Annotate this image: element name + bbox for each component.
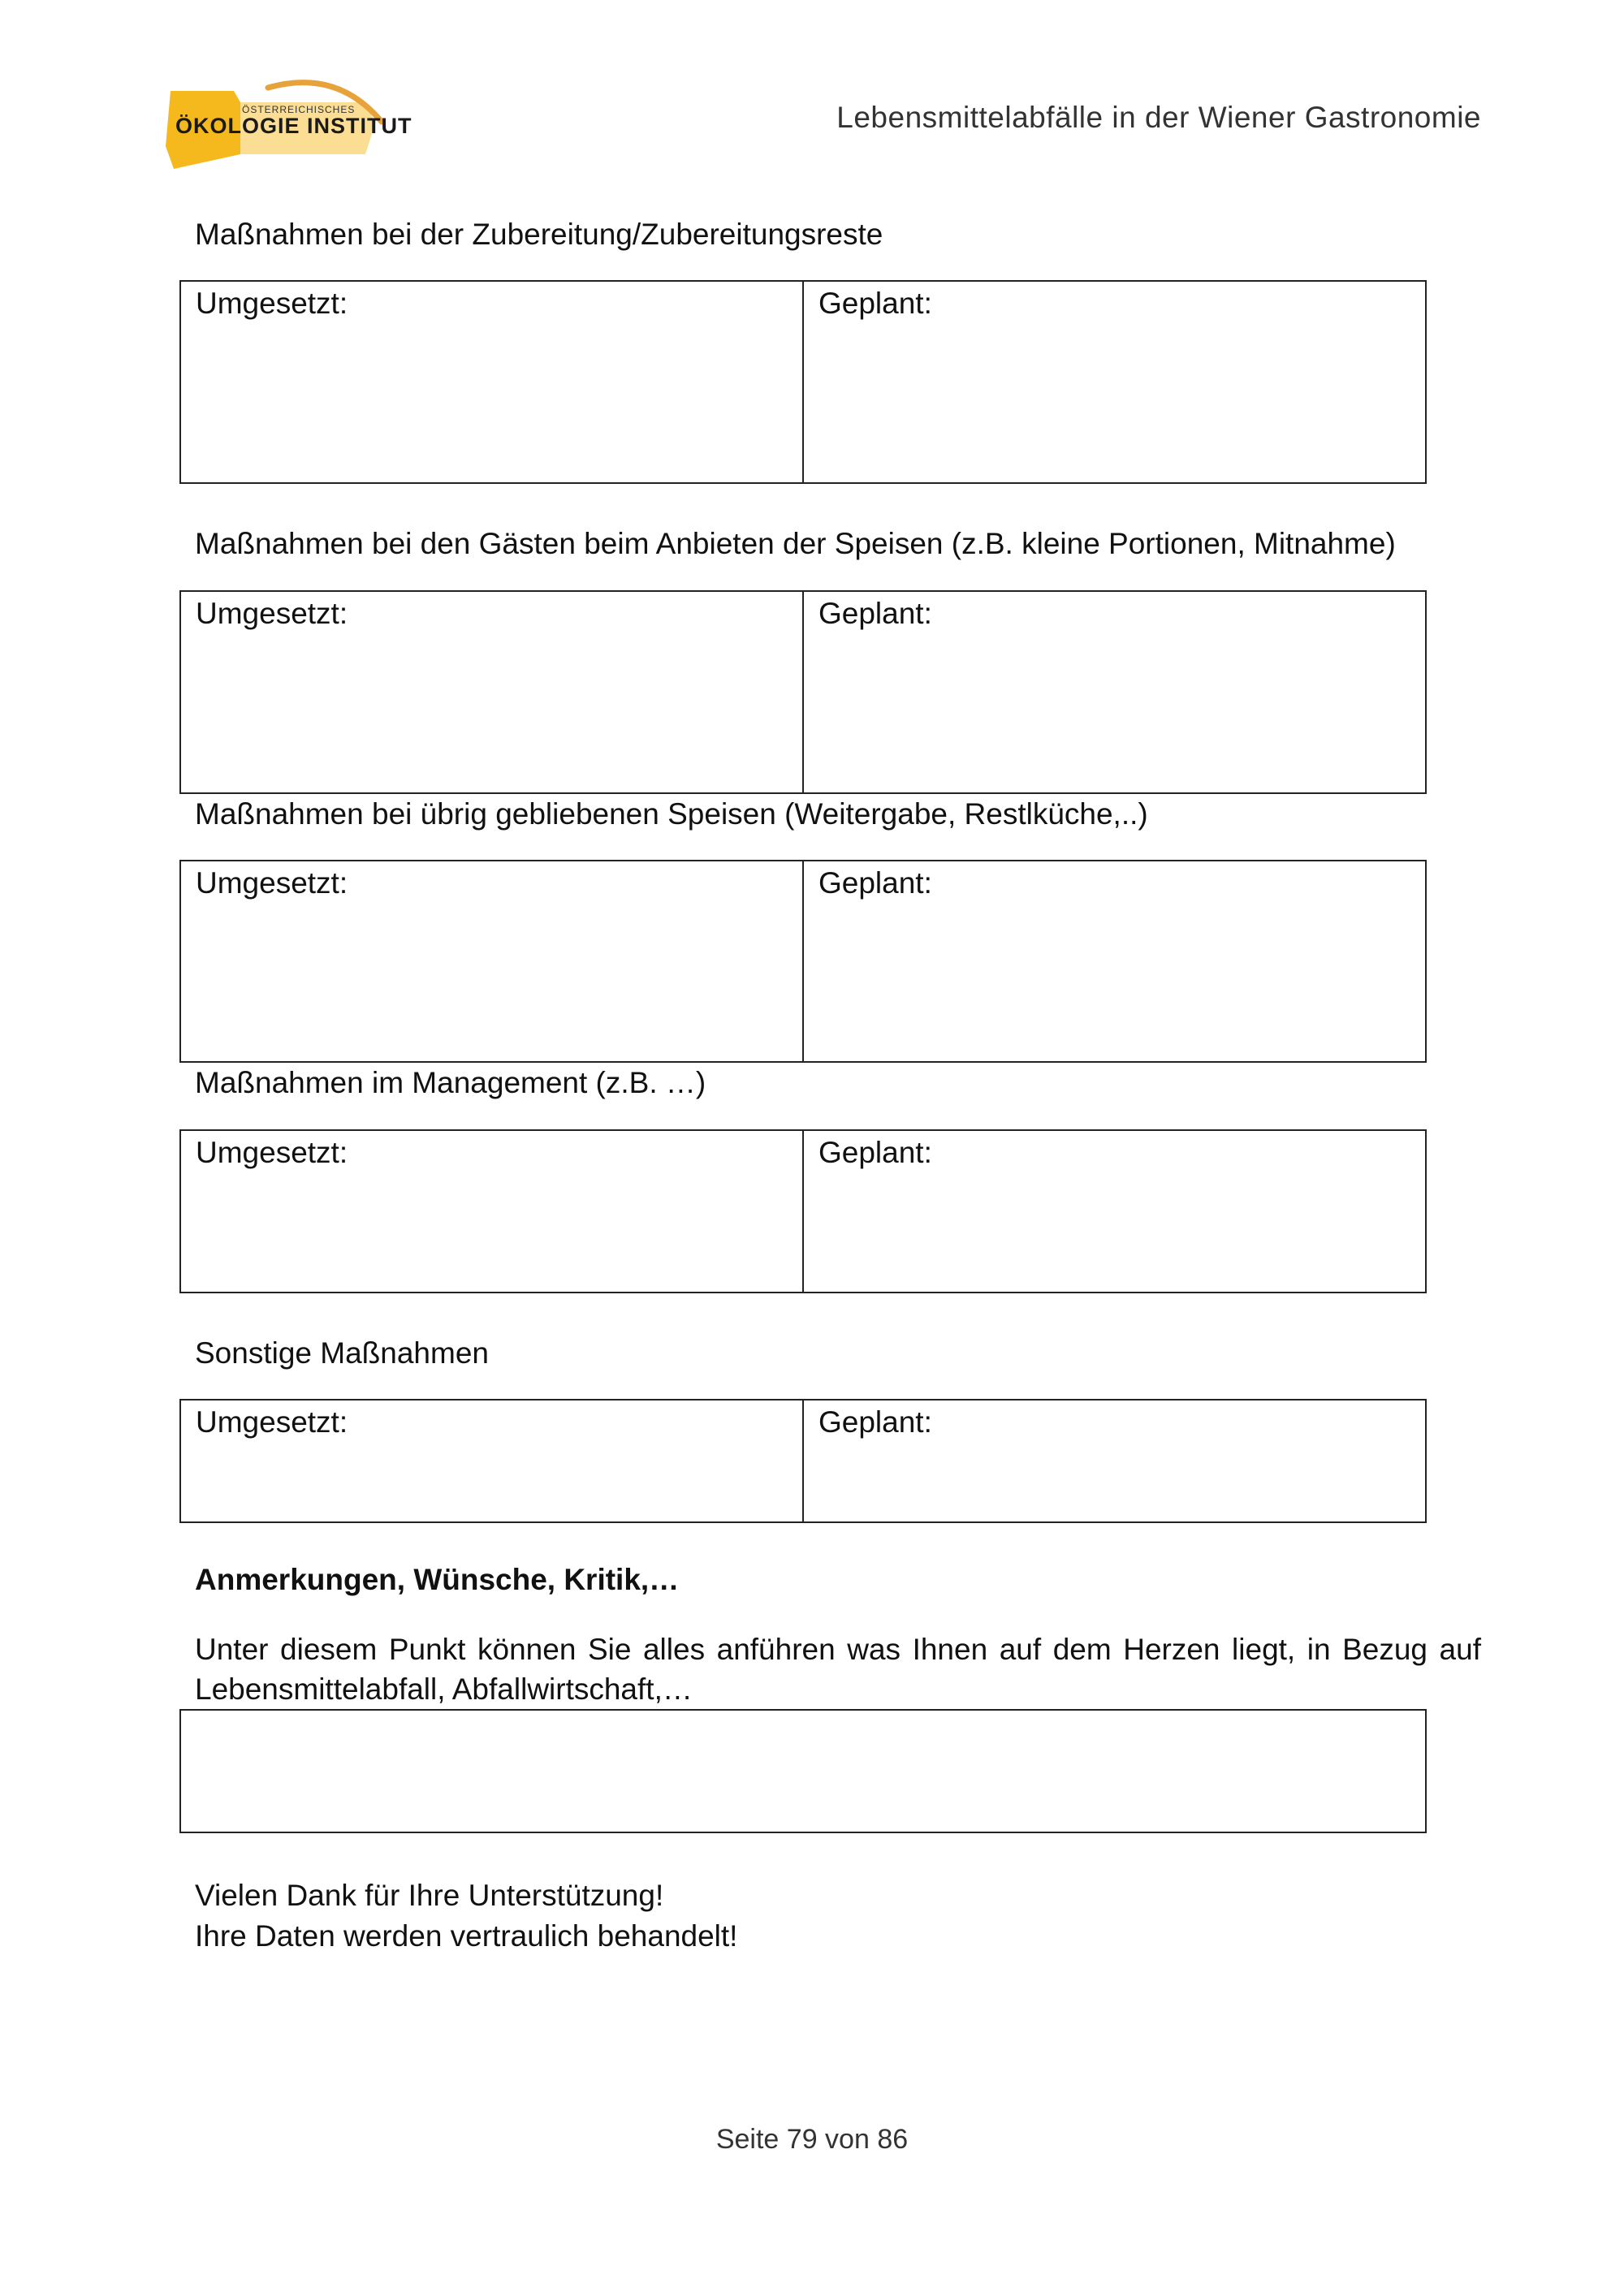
implemented-field[interactable] bbox=[181, 282, 802, 482]
document-header-title: Lebensmittelabfälle in der Wiener Gastronomie bbox=[836, 101, 1481, 134]
section-heading-management: Maßnahmen im Management (z.B. …) bbox=[195, 1066, 706, 1099]
section-box-leftovers bbox=[179, 860, 1427, 1063]
section-box-other bbox=[179, 1399, 1427, 1523]
planned-field[interactable] bbox=[802, 861, 1425, 1061]
section-heading-other: Sonstige Maßnahmen bbox=[195, 1336, 489, 1370]
planned-label: Geplant: bbox=[818, 287, 932, 320]
implemented-label: Umgesetzt: bbox=[196, 287, 348, 320]
planned-field[interactable] bbox=[802, 1400, 1425, 1521]
remarks-instructions: Unter diesem Punkt können Sie alles anführen was Ihnen auf dem Herzen liegt, in Bezug auf Lebensmittelabfall, Abfallwirtschaft,… bbox=[195, 1633, 1481, 1706]
section-heading-guests: Maßnahmen bei den Gästen beim Anbieten der Speisen (z.B. kleine Portionen, Mitnahme) bbox=[195, 527, 1396, 560]
planned-label: Geplant: bbox=[818, 1136, 932, 1169]
section-box-guests bbox=[179, 590, 1427, 794]
logo-small-text: ÖSTERREICHISCHES bbox=[242, 104, 356, 115]
thanks-line: Vielen Dank für Ihre Unterstützung! bbox=[195, 1879, 664, 1912]
section-box-management bbox=[179, 1129, 1427, 1293]
implemented-label: Umgesetzt: bbox=[196, 1405, 348, 1439]
logo-big-text: ÖKOLOGIE INSTITUT bbox=[175, 114, 412, 138]
confidentiality-line: Ihre Daten werden vertraulich behandelt! bbox=[195, 1919, 738, 1953]
implemented-field[interactable] bbox=[181, 592, 802, 792]
section-box-preparation bbox=[179, 280, 1427, 484]
implemented-field[interactable] bbox=[181, 1131, 802, 1292]
implemented-label: Umgesetzt: bbox=[196, 866, 348, 900]
implemented-label: Umgesetzt: bbox=[196, 1136, 348, 1169]
page-number: Seite 79 von 86 bbox=[715, 2124, 909, 2155]
implemented-field[interactable] bbox=[181, 861, 802, 1061]
planned-field[interactable] bbox=[802, 1131, 1425, 1292]
remarks-heading: Anmerkungen, Wünsche, Kritik,… bbox=[195, 1563, 680, 1596]
section-heading-leftovers: Maßnahmen bei übrig gebliebenen Speisen (Weitergabe, Restlküche,..) bbox=[195, 797, 1148, 831]
planned-label: Geplant: bbox=[818, 597, 932, 630]
planned-field[interactable] bbox=[802, 592, 1425, 792]
implemented-field[interactable] bbox=[181, 1400, 802, 1521]
remarks-input-box[interactable] bbox=[179, 1709, 1427, 1833]
closing-text bbox=[195, 1875, 737, 1957]
planned-label: Geplant: bbox=[818, 866, 932, 900]
implemented-label: Umgesetzt: bbox=[196, 597, 348, 630]
planned-label: Geplant: bbox=[818, 1405, 932, 1439]
section-heading-preparation: Maßnahmen bei der Zubereitung/Zubereitungsreste bbox=[195, 218, 883, 251]
planned-field[interactable] bbox=[802, 282, 1425, 482]
oekologie-institut-logo bbox=[162, 73, 412, 170]
